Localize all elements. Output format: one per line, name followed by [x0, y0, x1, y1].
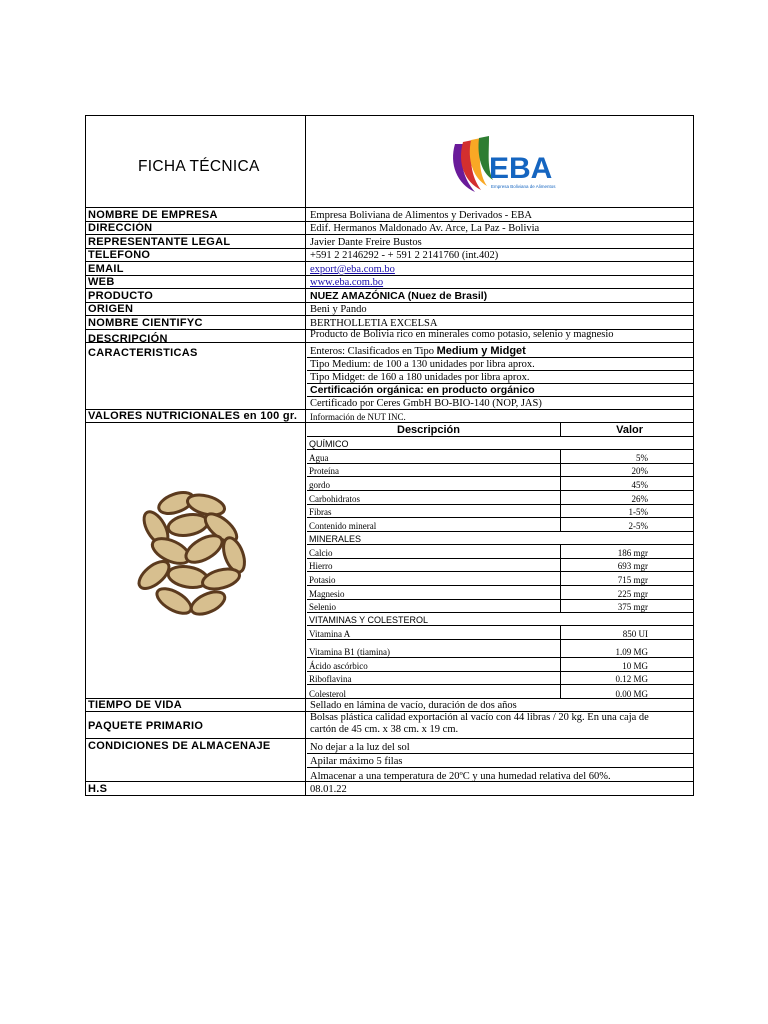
nutrient-name: VITAMINAS Y COLESTEROL [309, 615, 429, 626]
nutrient-value: 5% [636, 452, 648, 463]
nutrient-value: 1-5% [628, 507, 648, 518]
label-representante: REPRESENTANTE LEGAL [88, 236, 231, 248]
nutrient-name: Colesterol [309, 688, 346, 699]
label-hs: H.S [88, 783, 108, 795]
label-caracteristicas: CARACTERISTICAS [88, 347, 198, 359]
row-valores [86, 409, 693, 423]
nutrition-section-row [307, 437, 693, 450]
nutrition-row [307, 491, 693, 505]
nutrient-value: 20% [631, 466, 648, 477]
nutrient-name: Vitamina A [309, 628, 351, 639]
label-producto: PRODUCTO [88, 290, 154, 302]
value-paquete-line1: Bolsas plástica calidad exportación al vacío con 44 libras / 20 kg. En una caja de [310, 712, 649, 723]
nutrition-row [307, 477, 693, 491]
nutrient-name: Hierro [309, 561, 333, 572]
nut-pile [134, 488, 248, 618]
value-almacenaje-line3: Almacenar a una temperatura de 20ºC y una humedad relativa del 60%. [310, 771, 611, 782]
nutrient-name: gordo [309, 480, 330, 491]
nutrition-row [307, 586, 693, 600]
nutrient-value: 225 mgr [617, 588, 648, 599]
row-direccion [86, 222, 693, 235]
row-producto [86, 289, 693, 303]
nutrition-row [307, 518, 693, 532]
nutrient-value: 693 mgr [617, 561, 648, 572]
value-telefono: +591 2 2146292 - + 591 2 2141760 (int.402) [310, 250, 499, 261]
nutrition-row [307, 685, 693, 699]
nutrient-name: Descripción [397, 424, 460, 437]
brazil-nuts-image [126, 483, 266, 623]
nutrition-row [307, 559, 693, 573]
row-almacenaje [86, 739, 693, 782]
label-origen: ORIGEN [88, 303, 134, 315]
nutrient-value: 1.09 MG [615, 647, 648, 658]
nutrient-name: Carbohidratos [309, 493, 360, 504]
nutrient-name: Riboflavina [309, 674, 352, 685]
nutrition-row [307, 464, 693, 478]
label-telefono: TELEFONO [88, 249, 151, 261]
row-empresa [86, 208, 693, 222]
value-tiempo: Sellado en lámina de vacío, duración de dos años [310, 700, 517, 711]
value-hs: 08.01.22 [310, 784, 347, 795]
value-producto: NUEZ AMAZÓNICA (Nuez de Brasil) [310, 290, 488, 302]
nutrition-section-row [307, 532, 693, 545]
row-descripcion [86, 330, 693, 343]
row-cientifico [86, 316, 693, 330]
ficha-tecnica-sheet [85, 115, 694, 796]
value-valores: Información de NUT INC. [310, 412, 406, 422]
title-cell [86, 116, 306, 207]
label-almacenaje: CONDICIONES DE ALMACENAJE [88, 740, 271, 752]
nutrient-value: 10 MG [622, 660, 648, 671]
label-cientifico: NOMBRE CIENTIFYC [88, 317, 203, 329]
value-direccion: Edif. Hermanos Maldonado Av. Arce, La Paz - Bolivia [310, 223, 540, 234]
nut-image-cell [86, 423, 306, 698]
nutrient-value: 850 UI [622, 628, 648, 639]
caract-line4: Certificación orgánica: en producto orgánico [310, 384, 535, 396]
nutrition-row [307, 572, 693, 586]
value-almacenaje-line2: Apilar máximo 5 filas [310, 756, 403, 767]
row-hs [86, 782, 693, 795]
nutrient-value: 45% [631, 480, 648, 491]
nutrient-name: QUÍMICO [309, 439, 349, 450]
row-telefono [86, 249, 693, 262]
value-paquete-line2: cartón de 45 cm. x 38 cm. x 19 cm. [310, 724, 459, 735]
label-tiempo: TIEMPO DE VIDA [88, 699, 183, 711]
row-web [86, 276, 693, 289]
label-email: EMAIL [88, 263, 124, 275]
nutrient-value: 26% [631, 493, 648, 504]
nutrient-value: 715 mgr [617, 574, 648, 585]
value-origen: Beni y Pando [310, 304, 367, 315]
web-link[interactable]: www.eba.com.bo [310, 277, 384, 288]
nutrient-name: MINERALES [309, 534, 362, 545]
label-descripcion: DESCRIPCIÓN [88, 333, 168, 345]
nutrient-name: Proteína [309, 466, 339, 477]
nutrition-row [307, 640, 693, 658]
caract-line1: Enteros: Clasificados en Tipo Medium y Midget [310, 345, 526, 357]
nutrition-block [86, 423, 693, 699]
value-cientifico: BERTHOLLETIA EXCELSA [310, 318, 438, 329]
label-direccion: DIRECCIÓN [88, 222, 153, 234]
nutrition-row [307, 626, 693, 640]
nutrition-row [307, 545, 693, 559]
caract-line5: Certificado por Ceres GmbH BO-BIO-140 (NOP, JAS) [310, 398, 542, 409]
caract-line3: Tipo Midget: de 160 a 180 unidades por libra aprox. [310, 372, 530, 383]
nutrition-table [307, 423, 693, 699]
row-origen [86, 303, 693, 316]
nutrient-name: Selenio [309, 602, 336, 613]
nutrition-row [307, 658, 693, 672]
logo-subtext: Empresa Boliviana de Alimentos [491, 184, 556, 189]
nutrient-name: Magnesio [309, 588, 345, 599]
nutrient-value: 2-5% [628, 520, 648, 531]
email-link[interactable]: export@eba.com.bo [310, 264, 395, 275]
value-empresa: Empresa Boliviana de Alimentos y Derivados - EBA [310, 210, 532, 221]
row-representante [86, 235, 693, 249]
nutrient-value: 186 mgr [617, 547, 648, 558]
row-email [86, 262, 693, 276]
nutrient-name: Potasio [309, 574, 336, 585]
nutrient-name: Fibras [309, 507, 332, 518]
label-empresa: NOMBRE DE EMPRESA [88, 209, 218, 221]
nutrient-value: 375 mgr [617, 602, 648, 613]
nutrition-header-row [307, 423, 693, 437]
nutrient-name: Contenido mineral [309, 520, 377, 531]
nutrient-name: Vitamina B1 (tiamina) [309, 647, 390, 658]
nutrition-row [307, 600, 693, 614]
value-representante: Javier Dante Freire Bustos [310, 237, 422, 248]
label-web: WEB [88, 276, 115, 288]
nutrient-value: 0.00 MG [615, 688, 648, 699]
nutrient-name: Ácido ascórbico [309, 660, 368, 671]
value-almacenaje-line1: No dejar a la luz del sol [310, 742, 410, 753]
logo-text: EBA [489, 152, 553, 185]
row-caracteristicas [86, 343, 693, 409]
nutrition-row [307, 672, 693, 686]
nutrient-value: Valor [616, 424, 643, 437]
logo-cell [307, 116, 693, 207]
nutrient-name: Agua [309, 452, 329, 463]
label-valores: VALORES NUTRICIONALES en 100 gr. [88, 410, 298, 422]
row-tiempo [86, 699, 693, 712]
page-title: FICHA TÉCNICA [138, 158, 260, 175]
value-descripcion: Producto de Bolivia rico en minerales como potasio, selenio y magnesio [310, 329, 614, 340]
nutrition-row [307, 450, 693, 464]
nutrient-value: 0.12 MG [615, 674, 648, 685]
nutrient-name: Calcio [309, 547, 333, 558]
nutrition-section-row [307, 613, 693, 626]
header-row [86, 116, 693, 208]
row-paquete [86, 712, 693, 739]
label-paquete: PAQUETE PRIMARIO [88, 720, 204, 732]
eba-logo [447, 134, 577, 194]
nutrition-row [307, 505, 693, 519]
caract-line2: Tipo Medium: de 100 a 130 unidades por libra aprox. [310, 359, 535, 370]
